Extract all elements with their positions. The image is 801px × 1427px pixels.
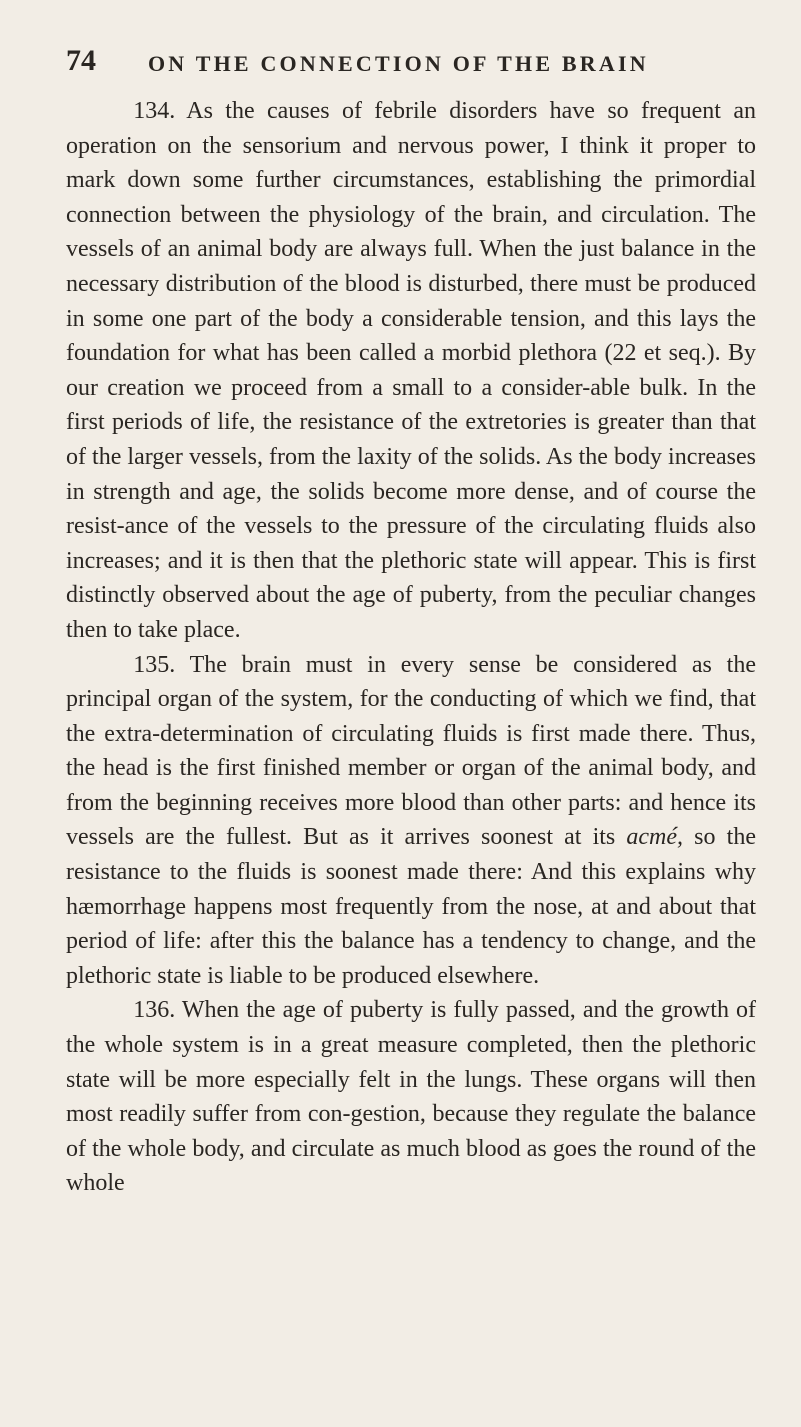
running-title: ON THE CONNECTION OF THE BRAIN [148,51,649,76]
page-number: 74 [66,44,96,77]
body-text [66,94,756,1201]
paragraph-text: As the causes of febrile disorders have so frequent an operation on the sensorium and nervous power, I think it proper to mark down some further circumstances, establishing the primordial connection between the physiology of the brain, and circulation. The vessels of an animal body are always full. When the just balance in the necessary distribution of the blood is disturbed, there must be produced in some one part of the body a considerable tension, and this lays the foundation for what has been called a morbid plethora (22 et seq.). By our creation we proceed from a small to a consider-able bulk. In the first periods of life, the resistance of the extretories is greater than that of the larger vessels, from the laxity of the solids. As the body increases in strength and age, the solids become more dense, and of course the resist-ance of the vessels to the pressure of the circulating fluids also increases; and it is then that the plethoric state will appear. This is first distinctly observed about the age of puberty, from the peculiar changes then to take place. [66,98,756,643]
paragraph-134 [66,94,756,648]
emphasized-term: acmé, [626,824,684,851]
paragraph-136 [66,993,756,1201]
running-head [66,44,756,84]
paragraph-number: 136. [133,997,176,1024]
paragraph-text-after-emphasis: so the resistance to the fluids is soonest made there: And this explains why hæmorrhage happens most frequently from the nose, at and about that period of life: after this the balance has a tendency to change, and the plethoric state is liable to be produced elsewhere. [66,824,756,989]
paragraph-text: When the age of puberty is fully passed, and the growth of the whole system is in a great measure completed, then the plethoric state will be more especially felt in the lungs. These organs will then most readily suffer from con-gestion, because they regulate the balance of the whole body, and circulate as much blood as goes the round of the whole [66,997,756,1197]
paragraph-135 [66,648,756,994]
paragraph-text-before-emphasis: The brain must in every sense be considered as the principal organ of the system, for the conducting of which we find, that the extra-determination of circulating fluids is first made there. Thus, the head is the first finished member or organ of the animal body, and from the beginning receives more blood than other parts: and hence its vessels are the fullest. But as it arrives soonest at its [66,651,756,851]
paragraph-number: 135. [133,651,176,678]
paragraph-number: 134. [133,98,176,124]
